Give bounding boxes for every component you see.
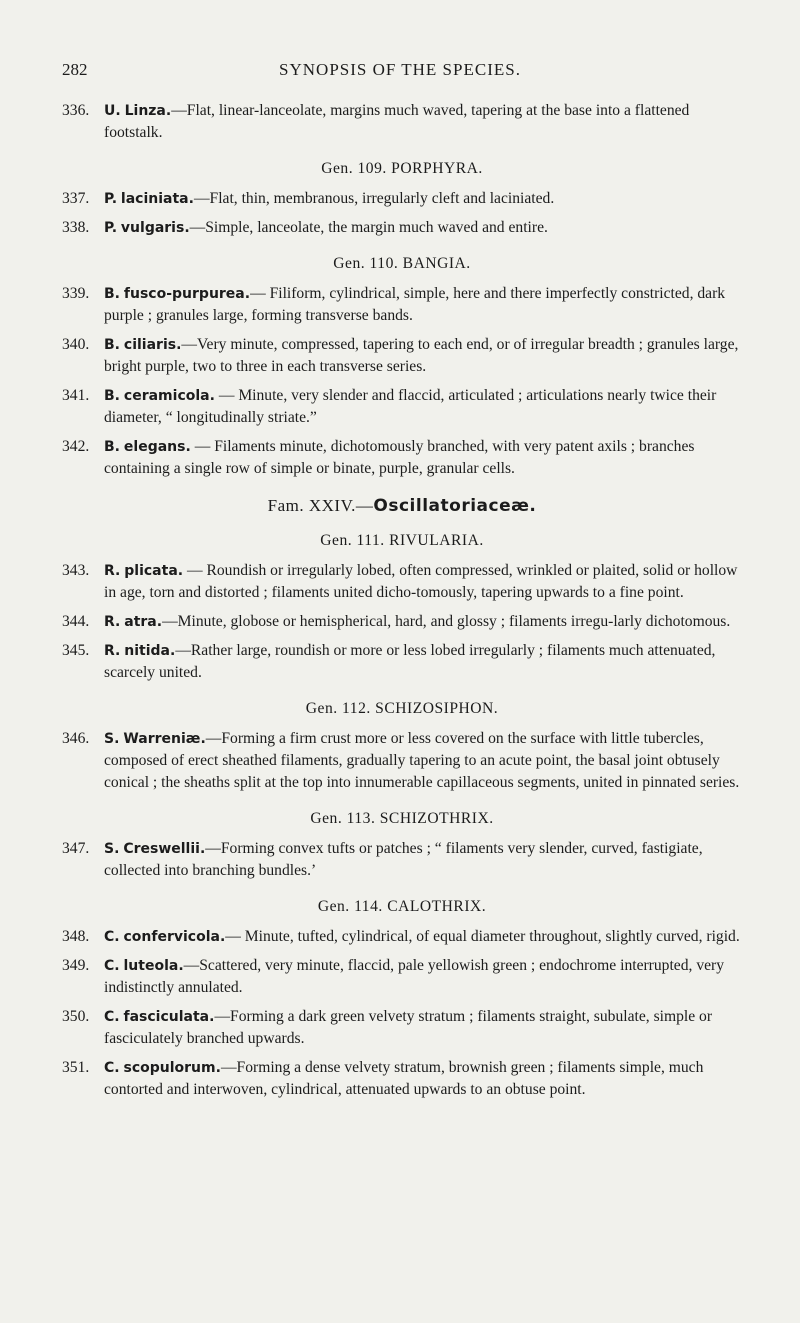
species-number: 351. <box>62 1059 90 1076</box>
species-description: — Minute, tufted, cylindrical, of equal diameter throughout, slightly curved, rigid. <box>225 928 740 945</box>
species-name: ciliaris. <box>123 337 182 353</box>
species-name: nitida. <box>124 643 176 659</box>
species-name: fusco-purpurea. <box>123 286 251 302</box>
genus-abbreviation: B. <box>104 286 120 302</box>
species-name: elegans. <box>123 439 191 455</box>
species-number: 340. <box>62 336 90 353</box>
species-number: 350. <box>62 1008 90 1025</box>
family-name: Oscillatoriaceæ. <box>373 496 537 516</box>
genus-abbreviation: B. <box>104 388 120 404</box>
species-number: 341. <box>62 387 90 404</box>
genus-abbreviation: U. <box>104 103 121 119</box>
species-entry <box>62 926 742 948</box>
running-title: SYNOPSIS OF THE SPECIES. <box>279 60 521 79</box>
species-entry <box>62 385 742 429</box>
species-number: 343. <box>62 562 90 579</box>
genus-abbreviation: C. <box>104 958 120 974</box>
species-entry <box>62 560 742 604</box>
genus-abbreviation: B. <box>104 337 120 353</box>
genus-abbreviation: S. <box>104 731 120 747</box>
genus-abbreviation: P. <box>104 220 118 236</box>
genus-abbreviation: B. <box>104 439 120 455</box>
species-list <box>62 100 742 1108</box>
species-description: —Forming convex tufts or patches ; “ filaments very slender, curved, fastigiate, collected into branching bundles.’ <box>104 840 703 879</box>
species-number: 348. <box>62 928 90 945</box>
species-description: —Forming a dense velvety stratum, brownish green ; filaments simple, much contorted and interwoven, cylindrical, attenuated upwards to an obtuse point. <box>104 1059 704 1098</box>
species-name: laciniata. <box>120 191 194 207</box>
species-number: 337. <box>62 190 90 207</box>
species-entry <box>62 838 742 882</box>
species-description: —Very minute, compressed, tapering to each end, or of irregular breadth ; granules large, bright purple, two to three in each transverse series. <box>104 336 739 375</box>
species-entry <box>62 728 742 794</box>
genus-abbreviation: R. <box>104 563 121 579</box>
genus-heading: Gen. 110. BANGIA. <box>333 255 471 272</box>
page-number: 282 <box>62 60 88 79</box>
species-entry <box>62 1006 742 1050</box>
species-entry <box>62 436 742 480</box>
species-entry <box>62 611 742 633</box>
species-entry <box>62 955 742 999</box>
species-name: ceramicola. <box>123 388 215 404</box>
genus-abbreviation: C. <box>104 1009 120 1025</box>
species-number: 336. <box>62 102 90 119</box>
species-name: luteola. <box>123 958 184 974</box>
species-description: —Forming a firm crust more or less covered on the surface with little tubercles, composed of erect sheathed filaments, gradually tapering to an acute point, the basal joint obtusely conical ; the sheaths split at the top into innumerable capillaceous segments, united in pinnated series. <box>104 730 740 791</box>
species-name: atra. <box>124 614 163 630</box>
genus-abbreviation: S. <box>104 841 120 857</box>
species-description: —Simple, lanceolate, the margin much waved and entire. <box>189 219 548 236</box>
genus-heading: Gen. 111. RIVULARIA. <box>320 532 484 549</box>
species-description: —Flat, thin, membranous, irregularly cleft and laciniated. <box>193 190 555 207</box>
species-entry <box>62 334 742 378</box>
species-name: Linza. <box>124 103 172 119</box>
species-description: —Forming a dark green velvety stratum ; filaments straight, subulate, simple or fasciculately branched upwards. <box>104 1008 713 1047</box>
genus-abbreviation: P. <box>104 191 118 207</box>
species-description: —Flat, linear-lanceolate, margins much waved, tapering at the base into a flattened footstalk. <box>104 102 690 141</box>
species-description: —Scattered, very minute, flaccid, pale yellowish green ; endochrome interrupted, very indistinctly annulated. <box>104 957 725 996</box>
species-description: — Minute, very slender and flaccid, articulated ; articulations nearly twice their diameter, “ longitudinally striate.” <box>104 387 717 426</box>
genus-abbreviation: R. <box>104 643 121 659</box>
page-header <box>0 60 800 84</box>
species-name: Creswellii. <box>123 841 206 857</box>
species-number: 339. <box>62 285 90 302</box>
species-name: plicata. <box>124 563 184 579</box>
genus-heading: Gen. 113. SCHIZOTHRIX. <box>310 810 494 827</box>
species-description: — Filiform, cylindrical, simple, here and there imperfectly constricted, dark purple ; granules large, forming transverse bands. <box>104 285 726 324</box>
species-number: 346. <box>62 730 90 747</box>
species-number: 344. <box>62 613 90 630</box>
genus-abbreviation: C. <box>104 929 120 945</box>
species-entry <box>62 283 742 327</box>
family-heading <box>62 496 742 516</box>
genus-abbreviation: C. <box>104 1060 120 1076</box>
species-entry <box>62 100 742 144</box>
species-number: 345. <box>62 642 90 659</box>
species-description: — Filaments minute, dichotomously branched, with very patent axils ; branches containing a single row of simple or binate, purple, granular cells. <box>104 438 695 477</box>
genus-heading: Gen. 114. CALOTHRIX. <box>317 898 487 915</box>
genus-heading: Gen. 112. SCHIZOSIPHON. <box>305 700 499 717</box>
family-prefix: Fam. XXIV.— <box>267 496 374 515</box>
species-number: 342. <box>62 438 90 455</box>
species-number: 349. <box>62 957 90 974</box>
genus-abbreviation: R. <box>104 614 121 630</box>
species-entry <box>62 640 742 684</box>
species-description: — Roundish or irregularly lobed, often compressed, wrinkled or plaited, solid or hollow in age, torn and distorted ; filaments united dicho-tomously, tapering upwards to a fine point. <box>104 562 738 601</box>
species-entry <box>62 1057 742 1101</box>
species-number: 347. <box>62 840 90 857</box>
species-name: Warreniæ. <box>123 731 206 747</box>
species-name: scopulorum. <box>123 1060 221 1076</box>
species-number: 338. <box>62 219 90 236</box>
species-name: fasciculata. <box>123 1009 215 1025</box>
species-name: confervicola. <box>123 929 226 945</box>
species-entry <box>62 188 742 210</box>
genus-heading: Gen. 109. PORPHYRA. <box>321 160 483 177</box>
species-name: vulgaris. <box>120 220 190 236</box>
species-entry <box>62 217 742 239</box>
species-description: —Rather large, roundish or more or less lobed irregularly ; filaments much attenuated, scarcely united. <box>104 642 716 681</box>
species-description: —Minute, globose or hemispherical, hard, and glossy ; filaments irregu-larly dichotomous. <box>162 613 731 630</box>
